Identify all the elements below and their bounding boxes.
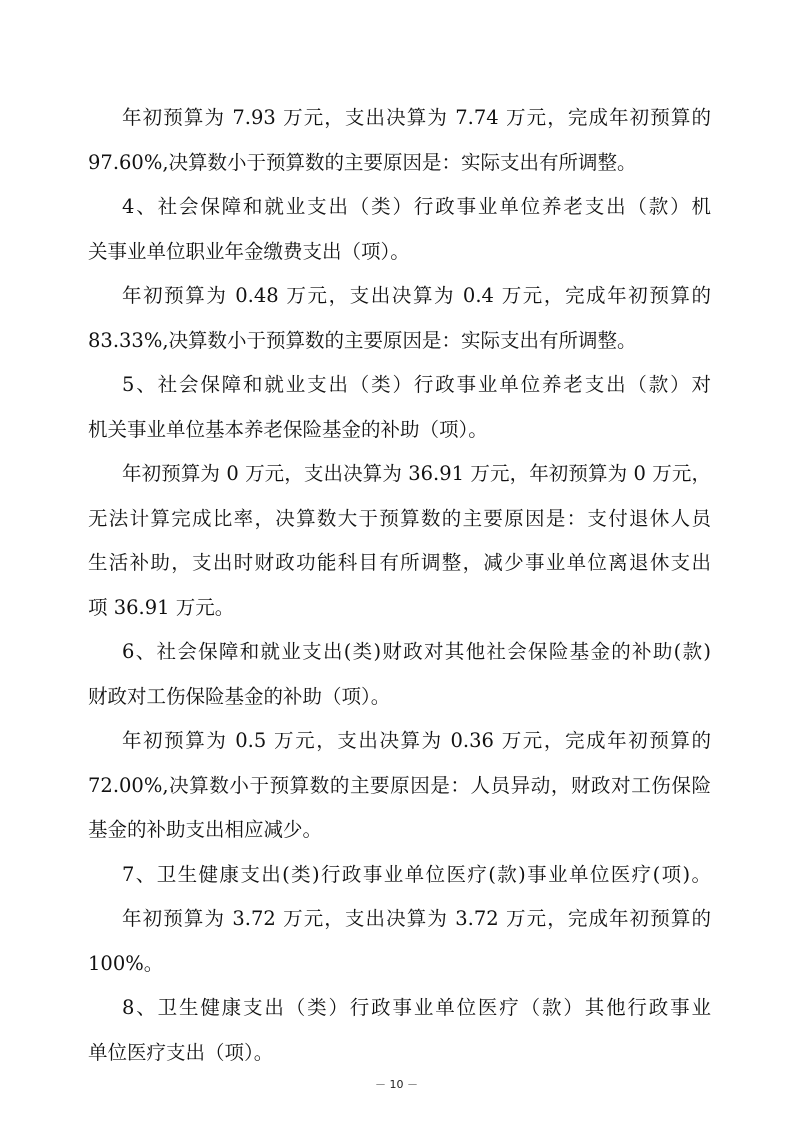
paragraph-line: 97.60%,决算数小于预算数的主要原因是：实际支出有所调整。 (88, 150, 637, 174)
paragraph-line: 关事业单位职业年金缴费支出（项）。 (88, 239, 410, 263)
paragraph-first-line: 年初预算为 3.72 万元，支出决算为 3.72 万元，完成年初预算的 (122, 907, 711, 930)
paragraph-first-line: 年初预算为 0.5 万元，支出决算为 0.36 万元，完成年初预算的 (122, 729, 711, 752)
paragraph-first-line: 6、社会保障和就业支出(类)财政对其他社会保险基金的补助(款) (122, 640, 711, 663)
paragraph-first-line: 7、卫生健康支出(类)行政事业单位医疗(款)事业单位医疗(项)。 (122, 862, 711, 886)
paragraph-first-line: 4、社会保障和就业支出（类）行政事业单位养老支出（款）机 (122, 195, 711, 218)
paragraph-line: 财政对工伤保险基金的补助（项）。 (88, 684, 391, 708)
paragraph-line: 机关事业单位基本养老保险基金的补助（项）。 (88, 417, 488, 441)
paragraph-first-line: 年初预算为 0 万元，支出决算为 36.91 万元，年初预算为 0 万元， (122, 462, 711, 485)
paragraph-line: 生活补助，支出时财政功能科目有所调整，减少事业单位离退休支出 (88, 551, 711, 574)
paragraph-line: 100%。 (88, 951, 164, 975)
paragraph-first-line: 8、卫生健康支出（类）行政事业单位医疗（款）其他行政事业 (122, 996, 711, 1019)
paragraph-line: 单位医疗支出（项）。 (88, 1040, 274, 1064)
paragraph-line: 无法计算完成比率，决算数大于预算数的主要原因是：支付退休人员 (88, 506, 711, 530)
paragraph-first-line: 年初预算为 7.93 万元，支出决算为 7.74 万元，完成年初预算的 (122, 106, 711, 129)
paragraph-line: 项 36.91 万元。 (88, 595, 235, 619)
paragraph-line: 基金的补助支出相应减少。 (88, 818, 323, 841)
page-number: － 10 － (375, 1078, 418, 1091)
paragraph-first-line: 年初预算为 0.48 万元，支出决算为 0.4 万元，完成年初预算的 (122, 284, 711, 307)
paragraph-line: 83.33%,决算数小于预算数的主要原因是：实际支出有所调整。 (88, 328, 637, 352)
paragraph-line: 72.00%,决算数小于预算数的主要原因是：人员异动，财政对工伤保险 (88, 773, 711, 797)
paragraph-first-line: 5、社会保障和就业支出（类）行政事业单位养老支出（款）对 (122, 373, 711, 396)
